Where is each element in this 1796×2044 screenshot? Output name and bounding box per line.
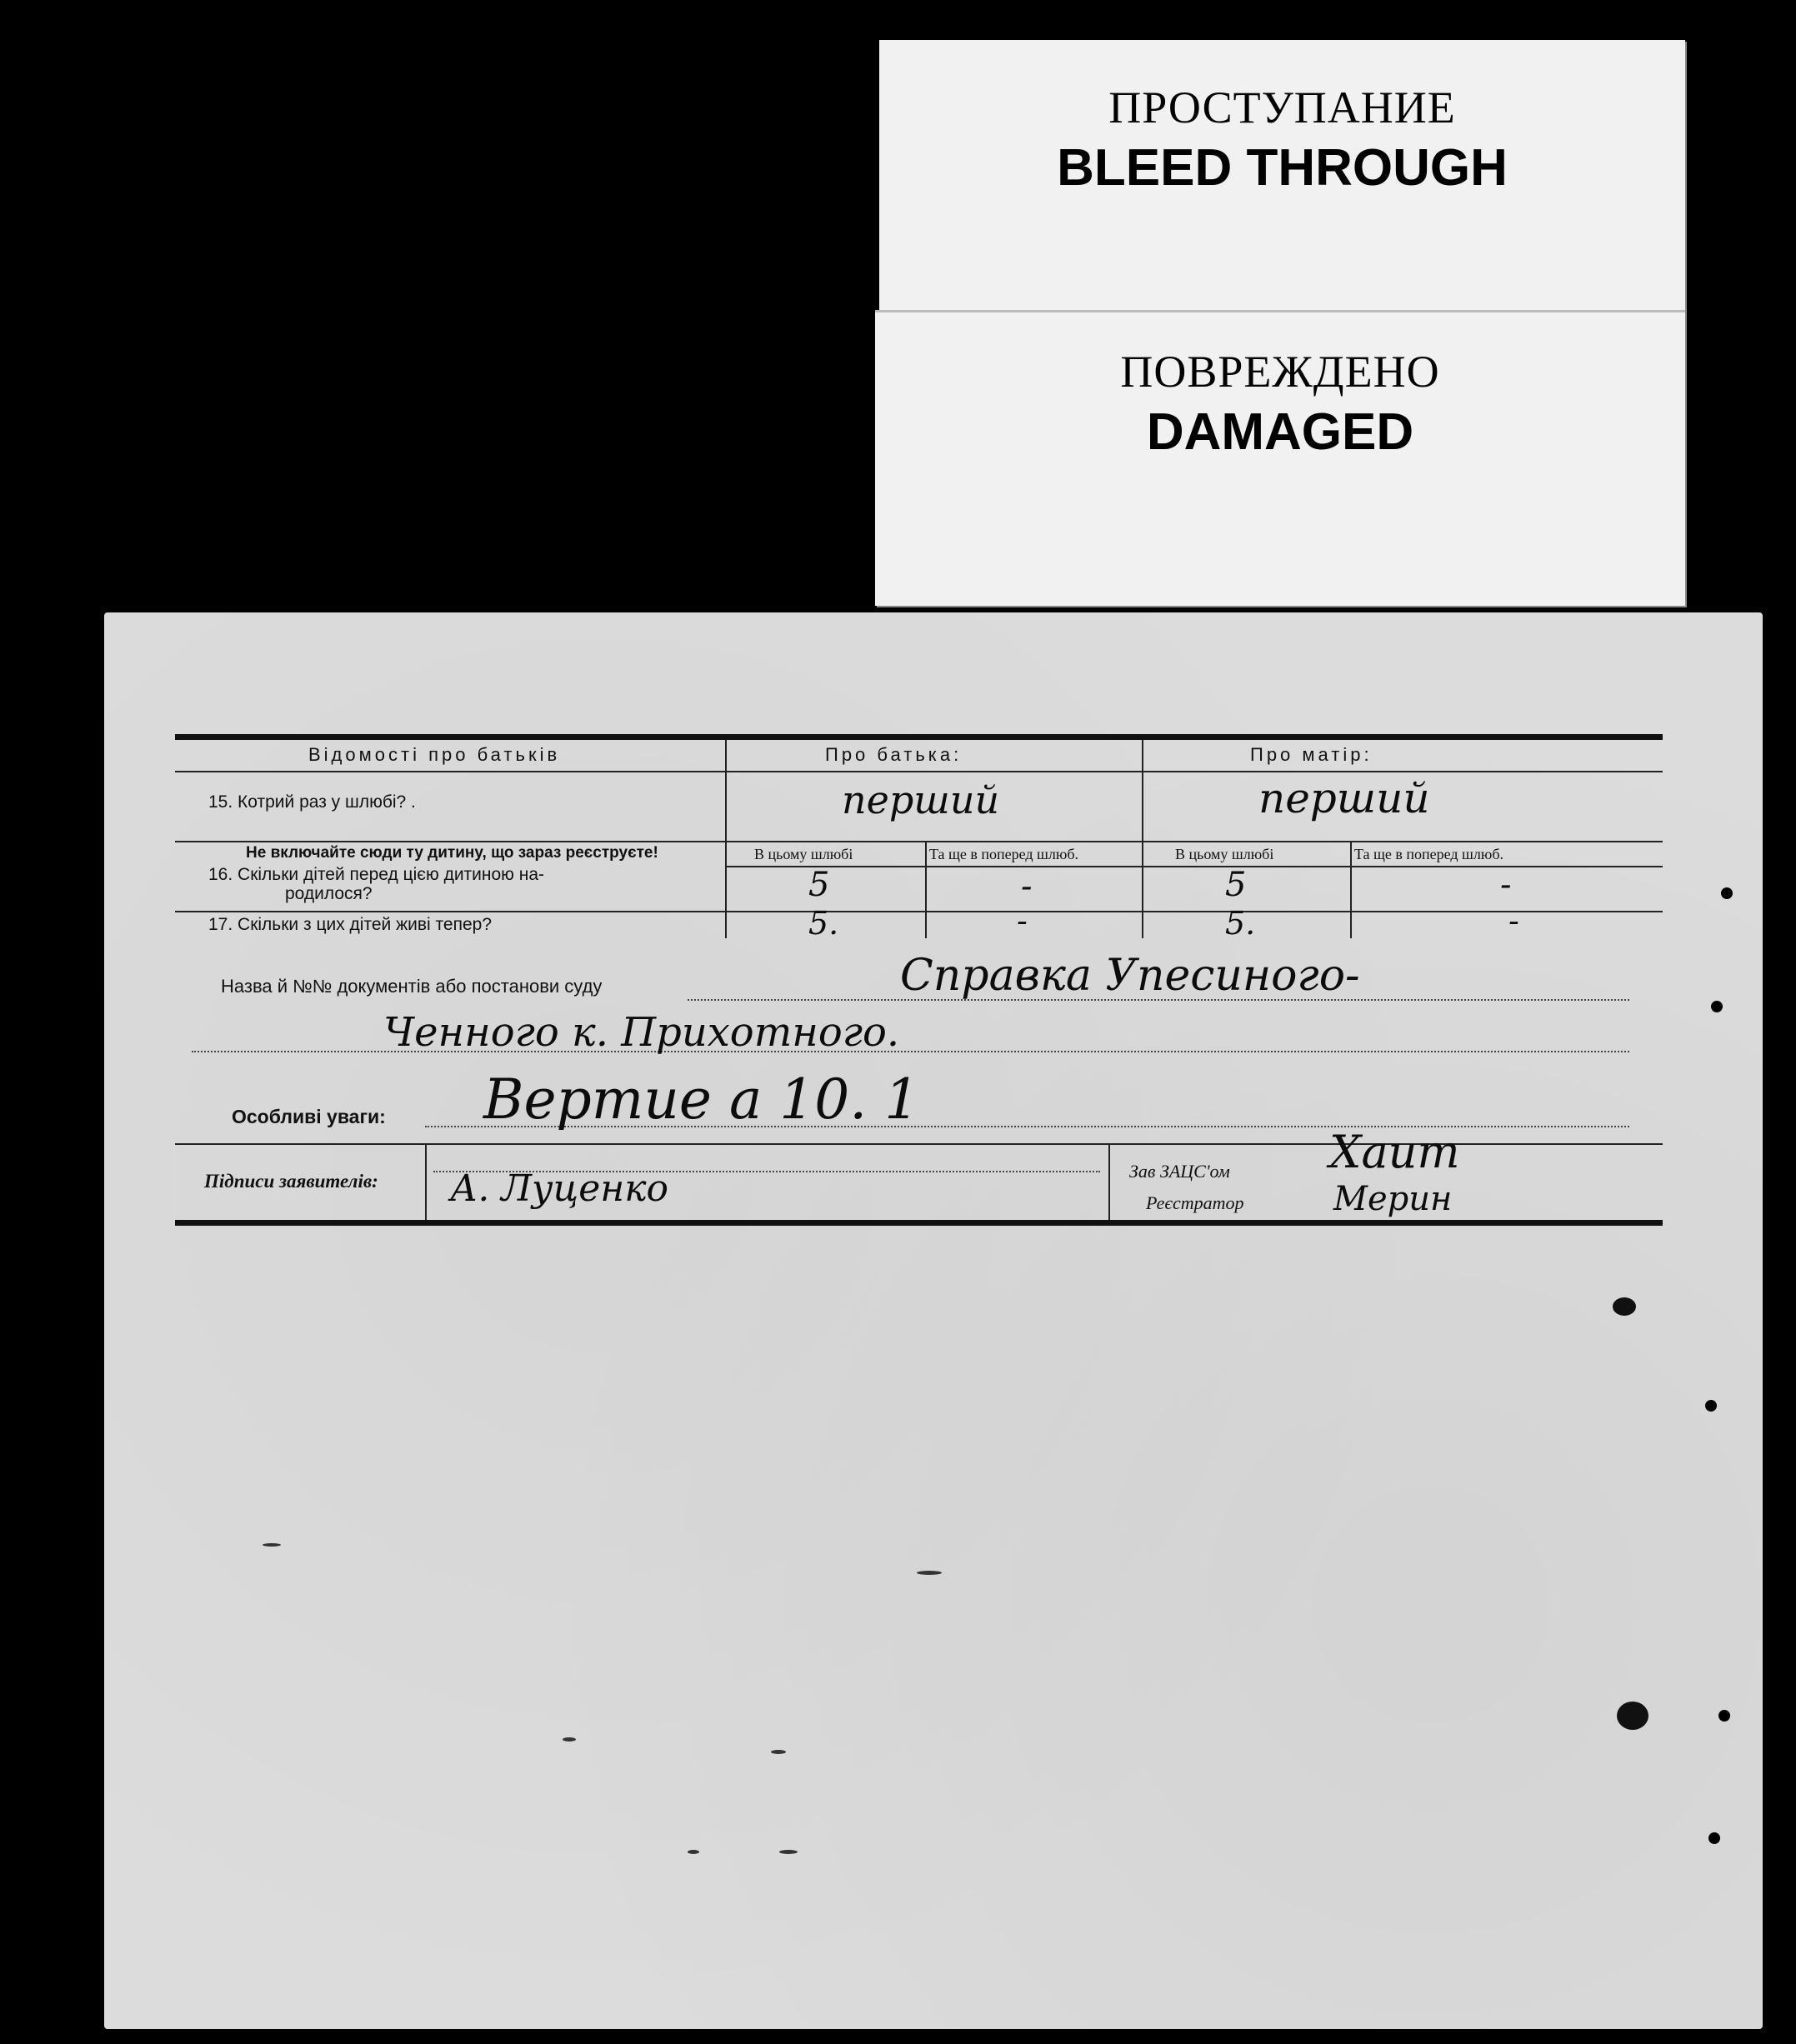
binder-hole <box>1708 1832 1720 1844</box>
header-parents-info: Відомості про батьків <box>308 744 561 765</box>
remarks-value: Вертие а 10. 1 <box>483 1067 920 1132</box>
q17-father-previous-value: - <box>1017 902 1028 939</box>
form-top-rule <box>175 734 1663 740</box>
q16-label-line2: родилося? <box>285 884 373 903</box>
q16-mother-sub-previous: Та ще в поперед шлюб. <box>1354 846 1503 862</box>
ink-blot <box>1617 1702 1648 1730</box>
q16-label-line1: 16. Скільки дітей перед цією дитиною на- <box>208 865 545 884</box>
damaged-en: DAMAGED <box>1146 403 1414 461</box>
q16-note: Не включайте сюди ту дитину, що зараз реєструєте! <box>246 844 658 862</box>
registrar-label: Реєстратор <box>1146 1192 1244 1213</box>
form-bottom-rule <box>175 1220 1663 1226</box>
damaged-ru: ПОВРЕЖДЕНО <box>1120 347 1440 397</box>
col-divider <box>1108 1143 1110 1220</box>
registrar-signature: Мерин <box>1333 1180 1453 1218</box>
q16-mother-previous-value: - <box>1500 866 1512 904</box>
documents-value-line1: Справка Упесиного- <box>900 951 1360 1001</box>
q16-mother-marriage-value: 5 <box>1225 866 1247 904</box>
binder-hole <box>1721 887 1733 899</box>
col-divider <box>1142 740 1143 938</box>
binder-hole <box>1711 1001 1723 1012</box>
q17-label: 17. Скільки з цих дітей живі тепер? <box>208 915 492 934</box>
binder-hole <box>1705 1400 1717 1412</box>
col-divider <box>925 841 927 938</box>
bleed-mark <box>688 1850 699 1854</box>
q15-label: 15. Котрий раз у шлюбі? . <box>208 792 416 812</box>
head-label: Зав ЗАЦС'ом <box>1129 1161 1230 1182</box>
row-divider <box>175 771 1663 772</box>
documents-label: Назва й №№ документів або постанови суду <box>221 976 603 997</box>
record-page <box>104 612 1763 2029</box>
signatures-label: Підписи заявителів: <box>204 1171 378 1192</box>
q17-mother-previous-value: - <box>1508 902 1519 939</box>
bleed-mark <box>563 1737 576 1742</box>
bleed-through-label <box>879 40 1685 311</box>
bleed-mark <box>917 1571 942 1575</box>
damaged-label <box>875 310 1685 606</box>
sub-header-divider <box>725 866 1663 867</box>
q17-mother-marriage-value: 5. <box>1225 905 1256 942</box>
row-divider <box>175 911 1663 912</box>
bleed-through-en: BLEED THROUGH <box>1057 139 1508 197</box>
applicant-signature: А. Луценко <box>450 1167 669 1210</box>
header-mother: Про матір: <box>1250 744 1373 765</box>
bleed-through-ru: ПРОСТУПАНИЕ <box>1108 82 1456 132</box>
q16-father-sub-previous: Та ще в поперед шлюб. <box>929 846 1078 862</box>
col-divider <box>725 740 727 938</box>
binder-hole <box>1718 1710 1730 1722</box>
head-signature: Хаит <box>1329 1126 1460 1178</box>
q16-mother-sub-marriage: В цьому шлюбі <box>1175 846 1274 862</box>
remarks-label: Особливі уваги: <box>232 1106 386 1127</box>
col-divider <box>425 1143 427 1220</box>
row-divider <box>175 841 1663 842</box>
header-father: Про батька: <box>825 744 963 765</box>
q16-father-sub-marriage: В цьому шлюбі <box>754 846 853 862</box>
bleed-mark <box>263 1543 281 1547</box>
ink-blot <box>1613 1297 1636 1316</box>
documents-value-line2: Ченного к. Прихотного. <box>383 1009 900 1056</box>
q15-father-value: перший <box>842 777 1000 822</box>
col-divider <box>1350 841 1352 938</box>
bleed-mark <box>771 1750 786 1754</box>
q17-father-marriage-value: 5. <box>808 905 839 942</box>
q15-mother-value: перший <box>1258 774 1430 822</box>
q16-father-previous-value: - <box>1021 867 1033 906</box>
bleed-mark <box>779 1850 798 1854</box>
q16-father-marriage-value: 5 <box>808 866 830 904</box>
